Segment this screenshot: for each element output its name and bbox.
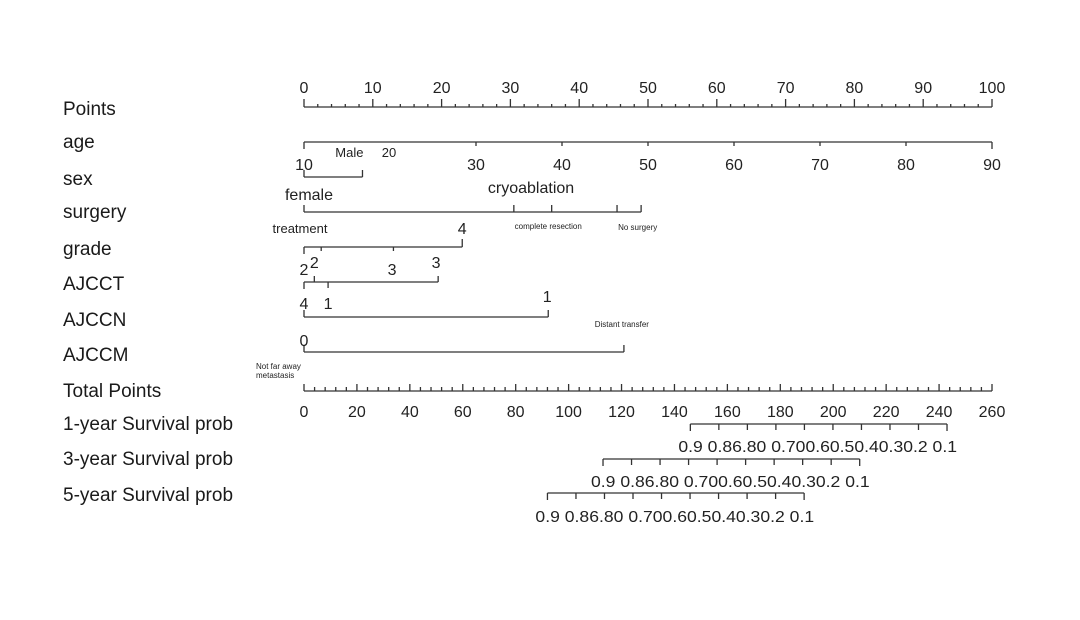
- ajcct-level-label: 1: [323, 296, 333, 313]
- points-tick-label: 10: [363, 80, 382, 97]
- surgery-level-label: complete resection: [514, 222, 582, 231]
- total-points-tick-label: 40: [400, 404, 419, 421]
- age-tick-label: 50: [639, 157, 657, 174]
- total-points-tick-label: 20: [348, 404, 366, 421]
- age-tick-label: 40: [553, 157, 571, 174]
- survival-3y-tick-labels: 0.9 0.86.80 0.700.60.50.40.30.2 0.1: [591, 474, 870, 491]
- ajcct-level-label: 4: [299, 296, 309, 313]
- points-tick-label: 50: [639, 80, 657, 97]
- age-tick-label: 90: [983, 157, 1001, 174]
- sex-level-label: female: [284, 187, 334, 204]
- age-tick-label: 60: [725, 157, 743, 174]
- row-label-total: Total Points: [63, 381, 162, 402]
- total-points-tick-label: 100: [555, 404, 582, 421]
- points-tick-label: 90: [914, 80, 933, 97]
- ajcct-level-label: 3: [431, 255, 441, 272]
- age-tick-label: 70: [811, 157, 829, 174]
- row-label-ajccn: AJCCN: [63, 310, 127, 331]
- total-points-tick-label: 260: [978, 404, 1006, 421]
- grade-level-label: 3: [387, 262, 397, 279]
- total-points-tick-label: 0: [299, 404, 309, 421]
- ajccm-level-label: Distant transfer: [594, 320, 649, 329]
- grade-level-label: 4: [457, 221, 467, 238]
- points-tick-label: 20: [432, 80, 451, 97]
- surgery-level-label: No surgery: [618, 223, 658, 232]
- grade-level-label: 2: [309, 255, 319, 272]
- ajccm-level-label: Not far away metastasis: [256, 362, 301, 380]
- points-tick-label: 0: [299, 80, 309, 97]
- total-points-tick-label: 160: [714, 404, 741, 421]
- row-label-surv3: 3-year Survival prob: [63, 449, 234, 470]
- points-tick-label: 30: [501, 80, 520, 97]
- total-points-tick-label: 220: [872, 404, 900, 421]
- total-points-tick-label: 80: [506, 404, 525, 421]
- points-tick-label: 70: [776, 80, 795, 97]
- total-points-tick-label: 60: [453, 404, 472, 421]
- row-labels: [63, 99, 233, 506]
- row-label-age: age: [63, 132, 95, 153]
- age-tick-label: 80: [897, 157, 915, 174]
- points-tick-label: 60: [707, 80, 726, 97]
- row-label-ajcct: AJCCT: [63, 274, 125, 295]
- surgery-level-label: treatment: [272, 221, 328, 236]
- surgery-level-label: cryoablation: [487, 180, 575, 197]
- total-points-tick-label: 240: [925, 404, 953, 421]
- total-points-tick-label: 120: [608, 404, 635, 421]
- points-tick-label: 100: [978, 80, 1006, 97]
- row-label-surv1: 1-year Survival prob: [63, 414, 234, 435]
- sex-level-label: Male: [335, 145, 364, 160]
- ajcct-level-label: 2: [299, 262, 309, 279]
- survival-5y-tick-labels: 0.9 0.86.80 0.700.60.50.40.30.2 0.1: [535, 509, 815, 526]
- ajccn-level-label: 0: [299, 333, 309, 350]
- row-label-points: Points: [63, 99, 116, 120]
- survival-1y-tick-labels: 0.9 0.86.80 0.700.60.50.40.30.2 0.1: [678, 439, 958, 456]
- points-tick-label: 80: [845, 80, 864, 97]
- row-label-surv5: 5-year Survival prob: [63, 485, 234, 506]
- total-points-tick-label: 200: [819, 404, 847, 421]
- age-tick-label: 20: [381, 145, 397, 160]
- points-tick-label: 40: [570, 80, 589, 97]
- row-label-surgery: surgery: [63, 202, 127, 223]
- row-label-sex: sex: [63, 169, 93, 190]
- age-tick-label: 10: [295, 157, 313, 174]
- row-label-grade: grade: [63, 239, 112, 260]
- row-label-ajccm: AJCCM: [63, 345, 129, 366]
- ajccn-level-label: 1: [542, 289, 552, 306]
- age-tick-label: 30: [467, 157, 485, 174]
- total-points-tick-label: 180: [766, 404, 794, 421]
- total-points-tick-label: 140: [661, 404, 688, 421]
